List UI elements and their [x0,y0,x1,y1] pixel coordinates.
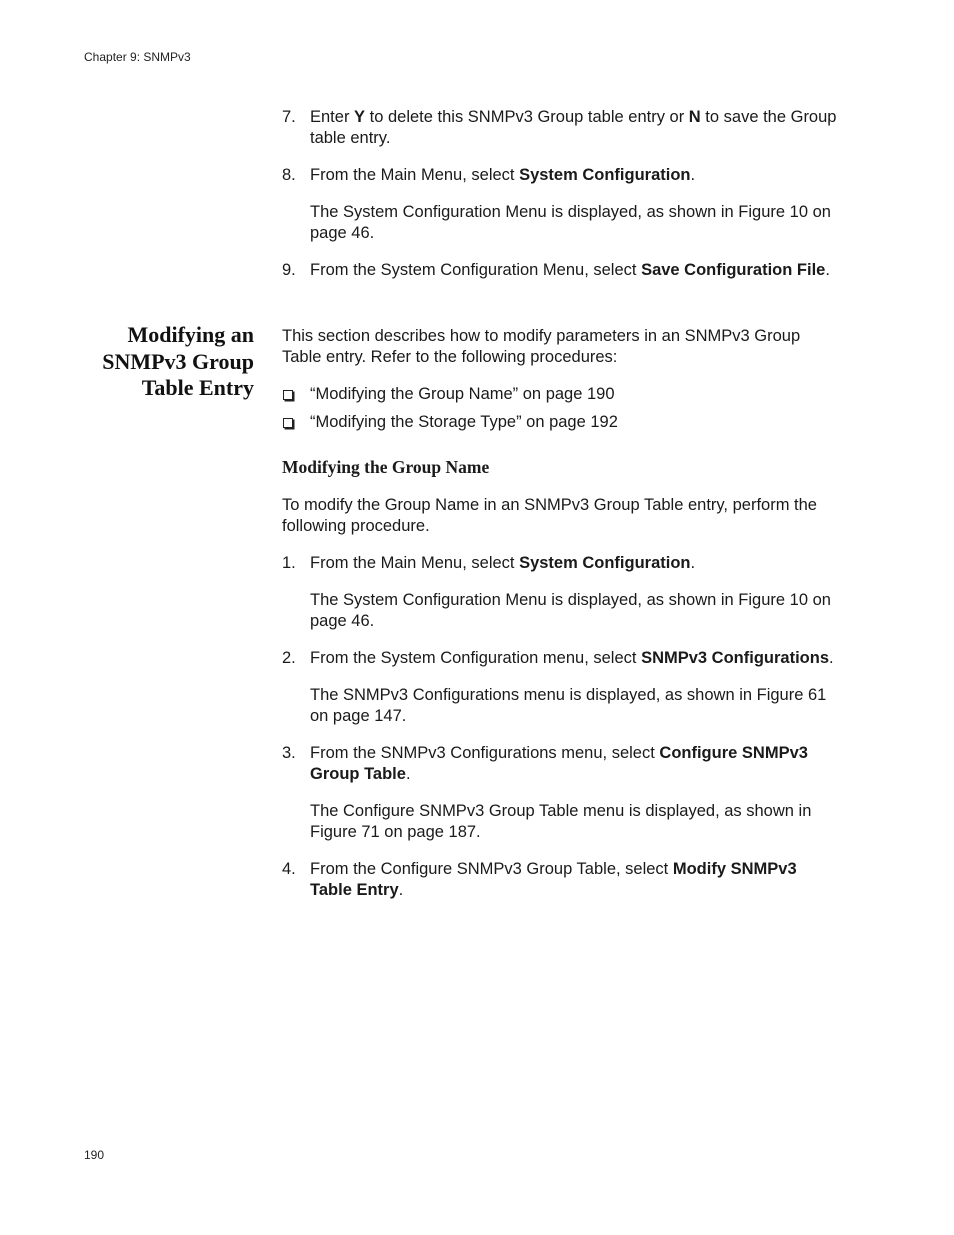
section-heading [54,322,254,402]
step-8: 8. From the Main Menu, select System Configuration. [282,166,696,184]
step-text: From the SNMPv3 Configurations menu, select [310,744,660,762]
step-number: 3. [282,744,296,762]
step-note: The System Configuration Menu is displayed, as shown in Figure 10 on page 46. [310,203,831,242]
step-text: From the Main Menu, select [310,554,520,572]
section-heading-line: SNMPv3 Group [102,348,254,374]
checkbox-bullet-icon [283,418,293,428]
list-item[interactable] [282,384,842,405]
step-number: 4. [282,860,296,878]
running-header: Chapter 9: SNMPv3 [84,50,191,64]
menu-option: Save Configuration File [641,261,826,279]
checkbox-bullet-icon [283,390,293,400]
step-number: 1. [282,554,296,572]
step-1: 1. From the Main Menu, select System Configuration. [282,554,696,572]
step-number: 2. [282,649,296,667]
step-text: From the Configure SNMPv3 Group Table, select [310,860,673,878]
subsection-intro: To modify the Group Name in an SNMPv3 Group Table entry, perform the following procedure. [282,496,817,535]
step-text: From the System Configuration Menu, select [310,261,642,279]
cross-reference-link[interactable]: “Modifying the Storage Type” on page 192 [310,413,618,431]
step-text: From the System Configuration menu, select [310,649,642,667]
top-steps [282,107,842,297]
step-3: 3. From the SNMPv3 Configurations menu, select Configure SNMPv3 Group Table. [282,744,808,783]
section-intro: This section describes how to modify parameters in an SNMPv3 Group Table entry. Refer to the following procedures: [282,327,801,366]
step-9: 9. From the System Configuration Menu, select Save Configuration File. [282,261,830,279]
section-heading-line: Modifying an [127,322,254,347]
step-number: 7. [282,108,296,126]
section-body [282,326,842,917]
cross-reference-link[interactable]: “Modifying the Group Name” on page 190 [310,385,615,403]
menu-option: System Configuration [519,554,691,572]
key-n: N [688,108,701,126]
step-text: to delete this SNMPv3 Group table entry or [365,108,689,126]
page-number: 190 [84,1148,105,1162]
list-item[interactable] [282,412,842,433]
step-number: 9. [282,261,296,279]
step-note: The Configure SNMPv3 Group Table menu is displayed, as shown in Figure 71 on page 187. [310,802,812,841]
step-text: From the Main Menu, select [310,166,520,184]
menu-option: Configure SNMPv3 Group Table [310,744,808,783]
step-text: Enter [310,108,355,126]
step-4: 4. From the Configure SNMPv3 Group Table, select Modify SNMPv3 Table Entry. [282,860,797,899]
subsection-heading: Modifying the Group Name [282,457,490,477]
step-text: to save the Group table entry. [310,108,837,147]
step-7 [282,107,842,149]
section-heading-line: Table Entry [141,375,254,400]
procedure-list [282,384,842,433]
step-2: 2. From the System Configuration menu, select SNMPv3 Configurations. [282,649,834,667]
menu-option: System Configuration [519,166,691,184]
step-note: The SNMPv3 Configurations menu is displayed, as shown in Figure 61 on page 147. [310,686,827,725]
menu-option: SNMPv3 Configurations [641,649,829,667]
step-note: The System Configuration Menu is displayed, as shown in Figure 10 on page 46. [310,591,831,630]
menu-option: Modify SNMPv3 Table Entry [310,860,797,899]
step-number: 8. [282,166,296,184]
key-y: Y [354,108,366,126]
